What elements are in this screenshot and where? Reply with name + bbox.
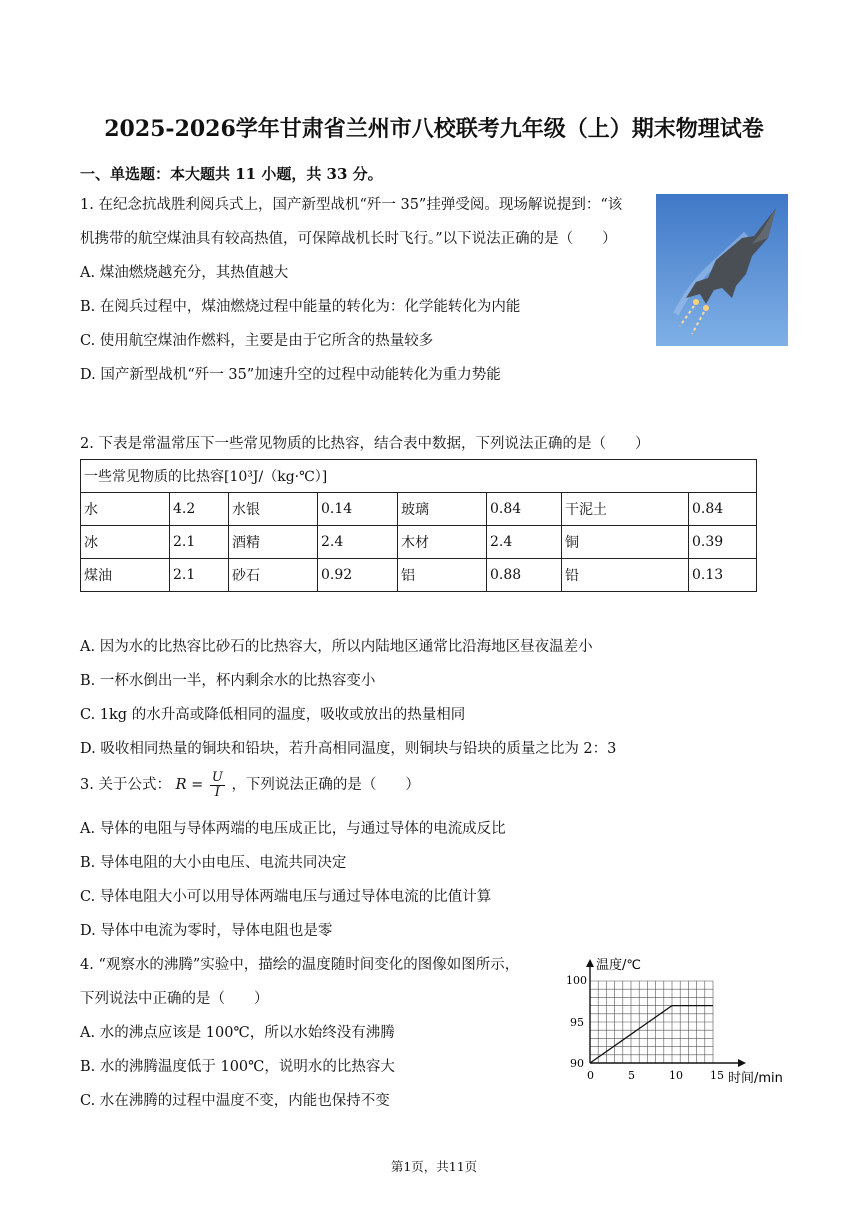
q3-option-d: D. 导体中电流为零时，导体电阻也是零 — [80, 923, 333, 939]
q1-stem-line2: 机携带的航空煤油具有较高热值，可保障战机长时飞行。”以下说法正确的是（ ） — [80, 231, 617, 247]
q4-option-c: C. 水在沸腾的过程中温度不变，内能也保持不变 — [80, 1093, 390, 1109]
table-cell: 2.4 — [318, 526, 398, 559]
q4-option-a: A. 水的沸点应该是 100℃，所以水始终没有沸腾 — [80, 1025, 395, 1041]
q2-option-c: C. 1kg 的水升高或降低相同的温度，吸收或放出的热量相同 — [80, 707, 466, 723]
table-cell: 0.13 — [689, 559, 757, 592]
q2-stem: 2. 下表是常温常压下一些常见物质的比热容，结合表中数据，下列说法正确的是（ ） — [80, 436, 650, 452]
table-header-row — [81, 460, 757, 493]
x-tick-label: 15 — [710, 1069, 724, 1082]
table-cell: 2.1 — [170, 526, 229, 559]
table-cell: 4.2 — [170, 493, 229, 526]
x-tick-label: 0 — [587, 1069, 594, 1082]
x-tick-label: 10 — [669, 1069, 683, 1082]
q1-option-a: A. 煤油燃烧越充分，其热值越大 — [80, 265, 289, 281]
q4-stem-line2: 下列说法中正确的是（ ） — [80, 991, 269, 1007]
q1-option-c: C. 使用航空煤油作燃料，主要是由于它所含的热量较多 — [80, 333, 434, 349]
y-tick-label: 95 — [570, 1016, 584, 1029]
table-cell: 铝 — [398, 559, 487, 592]
table-header-cell: 一些常见物质的比热容[10³J/（kg·℃）] — [81, 460, 757, 493]
temperature-line — [590, 1006, 713, 1063]
q3-stem-prefix: 3. 关于公式： — [80, 777, 171, 793]
q2-option-d: D. 吸收相同热量的铜块和铅块，若升高相同温度，则铜块与铅块的质量之比为 2：3 — [80, 741, 617, 757]
q4-option-b: B. 水的沸腾温度低于 100℃，说明水的比热容大 — [80, 1059, 395, 1075]
table-cell: 0.14 — [318, 493, 398, 526]
q3-option-a: A. 导体的电阻与导体两端的电压成正比，与通过导体的电流成反比 — [80, 821, 506, 837]
table-cell: 酒精 — [229, 526, 318, 559]
table-row — [81, 526, 757, 559]
y-axis-label: 温度/℃ — [596, 958, 641, 973]
table-row — [81, 493, 757, 526]
table-row — [81, 559, 757, 592]
table-cell: 2.1 — [170, 559, 229, 592]
table-cell: 干泥土 — [562, 493, 689, 526]
q3-stem-suffix: ，下列说法正确的是（ ） — [231, 777, 420, 793]
table-cell: 0.92 — [318, 559, 398, 592]
q1-option-d: D. 国产新型战机“歼一 35”加速升空的过程中动能转化为重力势能 — [80, 367, 501, 383]
q3-option-b: B. 导体电阻的大小由电压、电流共同决定 — [80, 855, 347, 871]
table-cell: 煤油 — [81, 559, 170, 592]
x-tick-label: 5 — [628, 1069, 635, 1082]
q1-stem-line1: 1. 在纪念抗战胜利阅兵式上，国产新型战机“歼一 35”挂弹受阅。现场解说提到：“该 — [80, 197, 623, 213]
table-cell: 砂石 — [229, 559, 318, 592]
table-cell: 铜 — [562, 526, 689, 559]
q2-option-b: B. 一杯水倒出一半，杯内剩余水的比热容变小 — [80, 673, 376, 689]
table-cell: 0.39 — [689, 526, 757, 559]
specific-heat-table — [80, 459, 757, 592]
table-cell: 玻璃 — [398, 493, 487, 526]
table-cell: 0.84 — [487, 493, 562, 526]
table-cell: 水银 — [229, 493, 318, 526]
x-axis-label: 时间/min — [728, 1071, 783, 1086]
section-heading: 一、单选题：本大题共 11 小题，共 33 分。 — [80, 165, 383, 183]
table-cell: 2.4 — [487, 526, 562, 559]
table-cell: 0.88 — [487, 559, 562, 592]
formula-lhs: R = — [175, 777, 204, 793]
table-cell: 铅 — [562, 559, 689, 592]
temperature-time-graph — [560, 955, 800, 1099]
graph-svg — [560, 955, 800, 1095]
q2-option-a: A. 因为水的比热容比砂石的比热容大，所以内陆地区通常比沿海地区昼夜温差小 — [80, 639, 593, 655]
x-axis-arrow-icon — [738, 1059, 746, 1067]
q3-option-c: C. 导体电阻大小可以用导体两端电压与通过导体电流的比值计算 — [80, 889, 492, 905]
y-tick-label: 100 — [566, 974, 587, 987]
formula-fraction — [210, 771, 225, 800]
q1-option-b: B. 在阅兵过程中，煤油燃烧过程中能量的转化为：化学能转化为内能 — [80, 299, 521, 315]
y-axis-arrow-icon — [586, 959, 594, 967]
table-cell: 0.84 — [689, 493, 757, 526]
formula-denominator: I — [214, 784, 220, 800]
q4-stem-line1: 4. “观察水的沸腾”实验中，描绘的温度随时间变化的图像如图所示， — [80, 957, 520, 973]
q3-stem — [80, 768, 420, 802]
table-cell: 水 — [81, 493, 170, 526]
page-title: 2025-2026学年甘肃省兰州市八校联考九年级（上）期末物理试卷 — [104, 116, 764, 142]
fighter-jet-photo — [656, 194, 788, 346]
table-cell: 冰 — [81, 526, 170, 559]
formula-numerator: U — [211, 769, 223, 785]
page-footer: 第1页，共11页 — [390, 1159, 478, 1174]
table-cell: 木材 — [398, 526, 487, 559]
y-tick-label: 90 — [570, 1057, 584, 1070]
